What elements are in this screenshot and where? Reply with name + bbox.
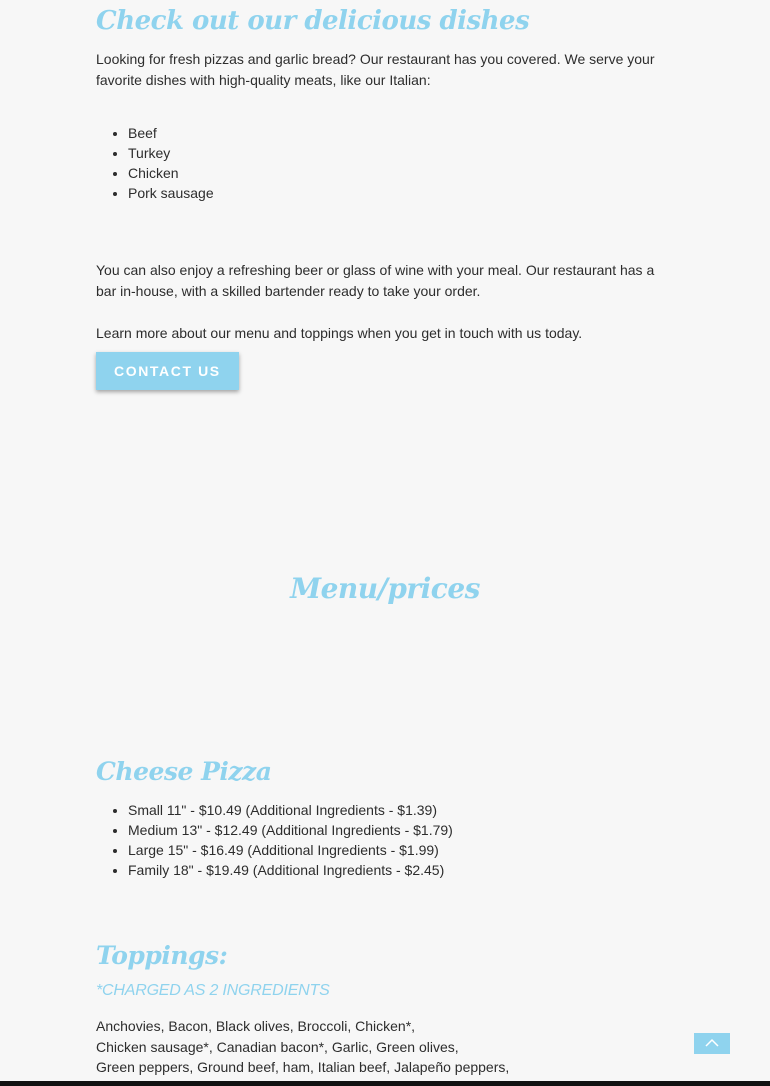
menu-heading: Menu/prices	[290, 572, 480, 605]
list-item: • Chicken	[128, 163, 656, 183]
list-item: • Beef	[128, 123, 656, 143]
pizza-size-list	[96, 800, 656, 880]
learn-more-text: Learn more about our menu and toppings when you get in touch with us today.	[96, 325, 583, 341]
toppings-line: Anchovies, Bacon, Black olives, Broccoli, Chicken*,	[96, 1018, 416, 1034]
chevron-up-icon	[705, 1035, 719, 1051]
toppings-heading: Toppings:	[96, 941, 228, 970]
meat-list	[96, 123, 656, 203]
list-item: • Pork sausage	[128, 183, 656, 203]
list-item: • Medium 13" - $12.49 (Additional Ingredients - $1.79)	[128, 820, 656, 840]
toppings-note: *CHARGED AS 2 INGREDIENTS	[96, 982, 330, 999]
list-item: • Family 18" - $19.49 (Additional Ingredients - $2.45)	[128, 860, 656, 880]
intro-heading: Check out our delicious dishes	[96, 6, 530, 36]
cheese-pizza-heading: Cheese Pizza	[96, 757, 272, 786]
list-item: • Small 11" - $10.49 (Additional Ingredients - $1.39)	[128, 800, 656, 820]
toppings-line: Green peppers, Ground beef, ham, Italian beef, Jalapeño peppers,	[96, 1059, 510, 1075]
bar-paragraph: You can also enjoy a refreshing beer or glass of wine with your meal. Our restaurant has a bar in-house, with a skilled bartender ready to take your order.	[96, 262, 655, 299]
list-item: • Large 15" - $16.49 (Additional Ingredients - $1.99)	[128, 840, 656, 860]
list-item: • Turkey	[128, 143, 656, 163]
scroll-to-top-button[interactable]	[694, 1033, 730, 1054]
toppings-line: Chicken sausage*, Canadian bacon*, Garlic, Green olives,	[96, 1038, 459, 1055]
intro-lead: Looking for fresh pizzas and garlic bread? Our restaurant has you covered. We serve your favorite dishes with high-quality meats, like our Italian:	[96, 51, 655, 88]
contact-us-button[interactable]: CONTACT US	[96, 352, 239, 390]
bottom-divider	[0, 1081, 770, 1086]
